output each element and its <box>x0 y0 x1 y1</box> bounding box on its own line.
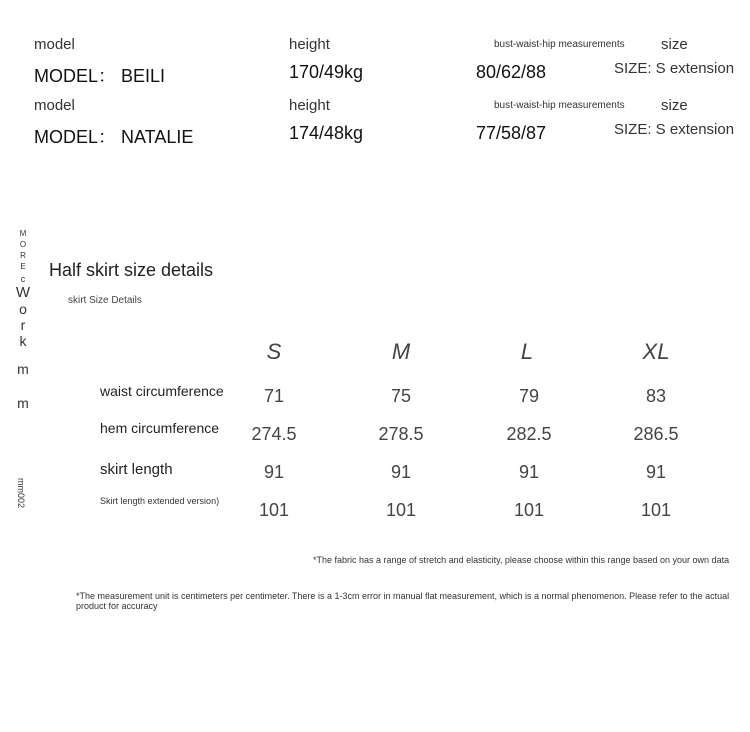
model-2-label: model <box>34 97 75 114</box>
side-char: R <box>20 251 26 260</box>
cell-extended-m: 101 <box>385 500 417 520</box>
cell-extended-s: 101 <box>258 500 290 520</box>
row-label-extended-length: Skirt length extended version) <box>100 496 220 506</box>
side-char: r <box>20 317 26 333</box>
row-label-waist: waist circumference <box>100 383 224 399</box>
model-1-name: MODEL： BEILI <box>34 66 166 86</box>
cell-length-l: 91 <box>518 462 540 482</box>
model-2-height-label: height <box>289 97 330 114</box>
measurement-note: *The measurement unit is centimeters per centimeter. There is a 1-3cm error in manual flat measurement, which is a normal phenomenon. Please refer to the actual product for accuracy <box>76 591 730 611</box>
model-1-height: 170/49kg <box>289 62 364 82</box>
model-2-measure-label: bust-waist-hip measurements <box>494 100 625 111</box>
side-vertical-text <box>14 230 32 422</box>
cell-hem-xl: 286.5 <box>633 424 679 444</box>
side-char: m <box>17 395 29 411</box>
cell-extended-l: 101 <box>513 500 545 520</box>
model-2-size-label: size <box>661 97 688 114</box>
cell-waist-s: 71 <box>263 386 285 406</box>
side-code: mm002 <box>16 478 26 509</box>
size-header-l: L <box>520 339 534 364</box>
model-1-size-label: size <box>661 36 688 53</box>
model-1-measure-label: bust-waist-hip measurements <box>494 39 625 50</box>
cell-length-xl: 91 <box>645 462 667 482</box>
side-char: M <box>19 229 27 238</box>
cell-length-m: 91 <box>390 462 412 482</box>
model-1-height-label: height <box>289 36 330 53</box>
side-char: W <box>15 284 31 301</box>
side-char: c <box>20 274 26 284</box>
row-label-hem: hem circumference <box>100 420 220 436</box>
side-char: k <box>19 333 27 349</box>
row-label-skirt-length: skirt length <box>100 461 173 478</box>
side-char: m <box>17 361 29 377</box>
table-title: Half skirt size details <box>49 260 214 280</box>
model-1-size: SIZE: S extension <box>614 60 735 77</box>
cell-hem-m: 278.5 <box>378 424 424 444</box>
model-2-measurements: 77/58/87 <box>476 123 547 143</box>
size-header-m: M <box>391 339 411 364</box>
table-subtitle: skirt Size Details <box>68 295 142 306</box>
fabric-note: *The fabric has a range of stretch and elasticity, please choose within this range based on your own data <box>313 555 730 565</box>
cell-waist-l: 79 <box>518 386 540 406</box>
model-1-measurements: 80/62/88 <box>476 62 547 82</box>
side-char: o <box>19 301 27 317</box>
side-char: O <box>19 240 27 249</box>
cell-length-s: 91 <box>263 462 285 482</box>
size-header-xl: XL <box>642 339 670 364</box>
side-char: E <box>20 262 26 271</box>
model-2-name: MODEL： NATALIE <box>34 127 194 147</box>
model-2-height: 174/48kg <box>289 123 364 143</box>
model-2-size: SIZE: S extension <box>614 121 735 138</box>
size-header-s: S <box>266 339 282 364</box>
model-1-label: model <box>34 36 75 53</box>
cell-hem-s: 274.5 <box>251 424 297 444</box>
cell-waist-xl: 83 <box>645 386 667 406</box>
cell-extended-xl: 101 <box>640 500 672 520</box>
cell-hem-l: 282.5 <box>506 424 552 444</box>
cell-waist-m: 75 <box>390 386 412 406</box>
